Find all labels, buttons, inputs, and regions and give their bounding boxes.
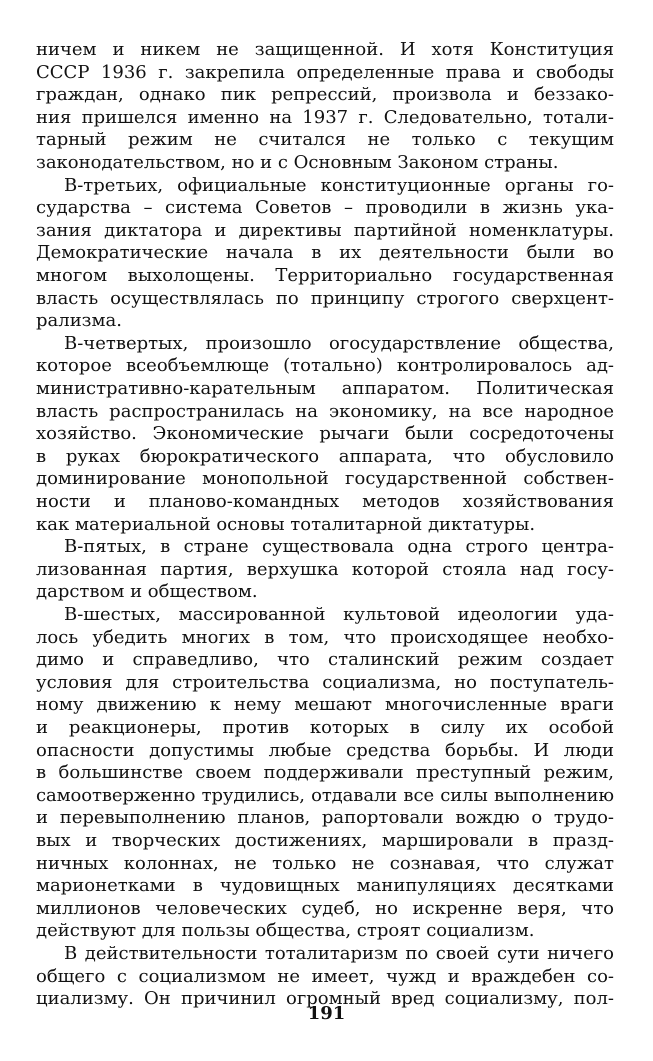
text-line: димо и справедливо, что сталинский режим создает <box>36 649 614 671</box>
text-line: ния пришелся именно на 1937 г. Следовательно, тотали- <box>36 106 614 128</box>
page-number: 191 <box>307 1003 346 1024</box>
text-line: В-четвертых, произошло огосударствление общества, <box>64 332 614 354</box>
text-line: Демократические начала в их деятельности были во <box>36 242 614 264</box>
text-line: доминирование монопольной государственной собствен- <box>36 468 614 490</box>
text-line: В действительности тоталитаризм по своей сути ничего <box>64 943 614 964</box>
text-line: действуют для пользы общества, строят социализм. <box>36 920 535 942</box>
text-line: лизованная партия, верхушка которой стояла над госу- <box>36 558 614 580</box>
text-line: которое всеобъемлюще (тотально) контролировалось ад- <box>36 355 614 377</box>
text-line: циализму. Он причинил огромный вред социализму, пол- <box>36 988 614 1010</box>
text-line: хозяйство. Экономические рычаги были сосредоточены <box>36 423 614 445</box>
text-line: ности и планово-командных методов хозяйствования <box>36 491 614 512</box>
text-line: граждан, однако пик репрессий, произвола и беззако- <box>36 84 614 106</box>
text-line: в большинстве своем поддерживали преступный режим, <box>36 762 614 784</box>
text-line: лось убедить многих в том, что происходящее необхо- <box>36 626 614 648</box>
text-line: рализма. <box>36 310 122 332</box>
text-line: В-шестых, массированной культовой идеологии уда- <box>64 604 614 625</box>
text-line: марионетками в чудовищных манипуляциях десятками <box>36 875 614 897</box>
text-line: как материальной основы тоталитарной диктатуры. <box>36 513 536 535</box>
text-line: самоотверженно трудились, отдавали все силы выполнению <box>36 784 614 806</box>
text-line: В-пятых, в стране существовала одна строго центра- <box>64 536 614 558</box>
text-line: условия для строительства социализма, но поступатель- <box>36 671 614 693</box>
text-line: законодательством, но и с Основным Законом страны. <box>36 152 559 173</box>
text-line: в руках бюрократического аппарата, что обусловило <box>36 445 614 467</box>
text-line: ничем и никем не защищенной. И хотя Конституция <box>36 39 614 60</box>
text-line: миллионов человеческих судеб, но искренне веря, что <box>36 897 614 919</box>
text-line: вых и творческих достижениях, маршировали в празд- <box>36 830 614 851</box>
text-line: ному движению к нему мешают многочисленные враги <box>36 694 614 716</box>
text-line: СССР 1936 г. закрепила определенные права и свободы <box>36 61 614 83</box>
text-line: министративно-карательным аппаратом. Политическая <box>36 378 614 399</box>
text-line: тарный режим не считался не только с текущим <box>36 129 614 151</box>
text-line: сударства – система Советов – проводили в жизнь ука- <box>36 197 614 219</box>
text-line: власть осуществлялась по принципу строгого сверхцент- <box>36 287 614 309</box>
text-line: В-третьих, официальные конституционные органы го- <box>64 174 614 196</box>
text-line: и перевыполнению планов, рапортовали вождю о трудо- <box>36 807 614 829</box>
text-line: ничных колоннах, не только не сознавая, что служат <box>36 852 614 874</box>
text-line: дарством и обществом. <box>36 581 258 603</box>
text-line: опасности допустимы любые средства борьбы. И люди <box>36 739 614 761</box>
text-line: многом выхолощены. Территориально государственная <box>36 265 614 286</box>
text-line: зания диктатора и директивы партийной номенклатуры. <box>36 219 614 241</box>
text-line: власть распространилась на экономику, на все народное <box>36 400 614 422</box>
text-line: и реакционеры, против которых в силу их особой <box>36 717 614 738</box>
text-line: общего с социализмом не имеет, чужд и враждебен со- <box>36 965 614 987</box>
